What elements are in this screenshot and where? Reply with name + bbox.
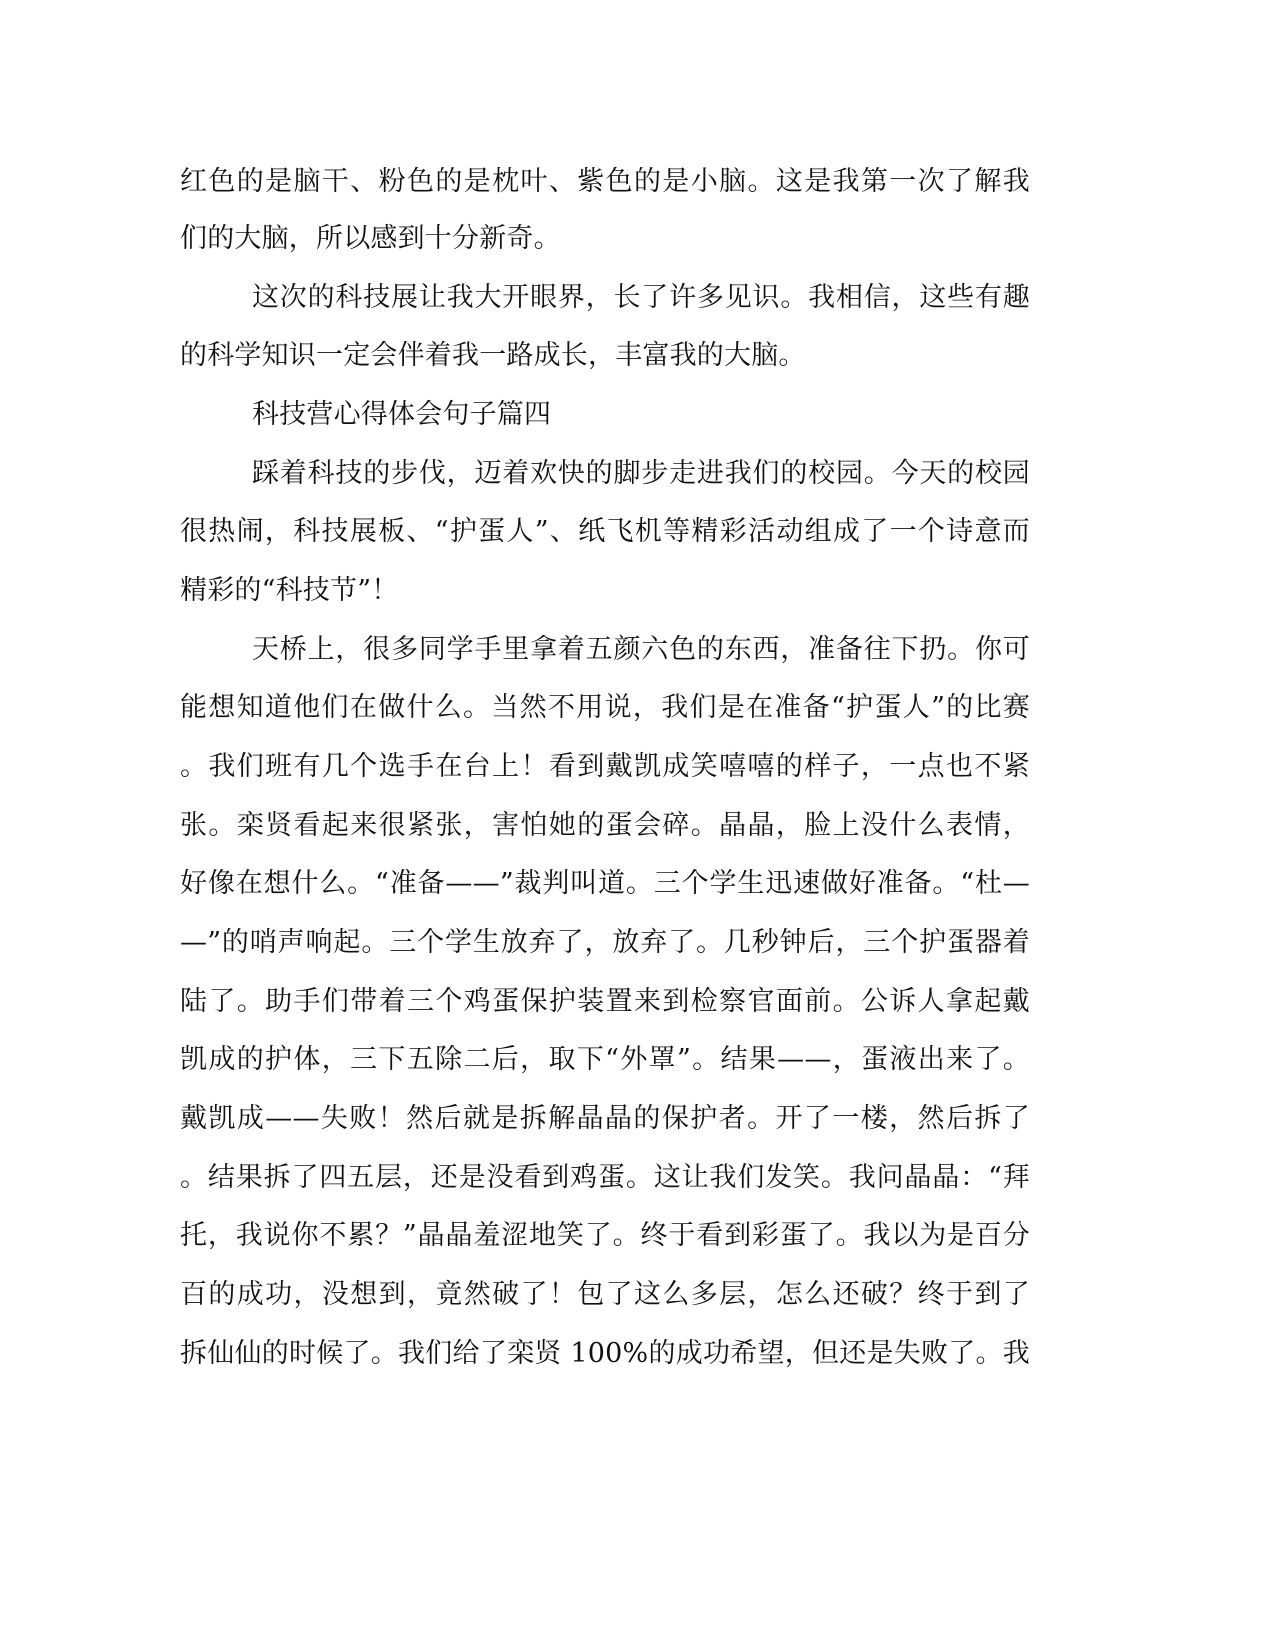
paragraph-line: 能想知道他们在做什么。当然不用说，我们是在准备“护蛋人”的比赛 <box>180 692 1030 723</box>
paragraph-line: 拆仙仙的时候了。我们给了栾贤 100%的成功希望，但还是失败了。我 <box>180 1338 1030 1369</box>
paragraph-line: 的科学知识一定会伴着我一路成长，丰富我的大脑。 <box>180 340 806 371</box>
paragraph-line: 这次的科技展让我大开眼界，长了许多见识。我相信，这些有趣 <box>252 282 1030 313</box>
paragraph-line: 凯成的护体，三下五除二后，取下“外罩”。结果——，蛋液出来了。 <box>180 1044 1030 1075</box>
paragraph-line: 百的成功，没想到，竟然破了！包了这么多层，怎么还破？终于到了 <box>180 1279 1030 1310</box>
paragraph-line: 。我们班有几个选手在台上！看到戴凯成笑嘻嘻的样子，一点也不紧 <box>180 751 1030 782</box>
paragraph-line: —”的哨声响起。三个学生放弃了，放弃了。几秒钟后，三个护蛋器着 <box>180 927 1030 958</box>
paragraph-line: 托，我说你不累？”晶晶羞涩地笑了。终于看到彩蛋了。我以为是百分 <box>180 1220 1030 1251</box>
paragraph-line: 好像在想什么。“准备——”裁判叫道。三个学生迅速做好准备。“杜— <box>180 868 1030 899</box>
paragraph-line: 很热闹，科技展板、“护蛋人”、纸飞机等精彩活动组成了一个诗意而 <box>180 516 1030 547</box>
paragraph-line: 陆了。助手们带着三个鸡蛋保护装置来到检察官面前。公诉人拿起戴 <box>180 986 1030 1017</box>
section-heading: 科技营心得体会句子篇四 <box>252 399 552 430</box>
paragraph-line: 。结果拆了四五层，还是没看到鸡蛋。这让我们发笑。我问晶晶：“拜 <box>180 1162 1030 1193</box>
paragraph-line: 踩着科技的步伐，迈着欢快的脚步走进我们的校园。今天的校园 <box>252 458 1030 489</box>
paragraph-line: 戴凯成——失败！然后就是拆解晶晶的保护者。开了一楼，然后拆了 <box>180 1103 1030 1134</box>
paragraph-line: 们的大脑，所以感到十分新奇。 <box>180 223 561 254</box>
paragraph-line: 精彩的“科技节”！ <box>180 575 399 606</box>
paragraph-line: 红色的是脑干、粉色的是枕叶、紫色的是小脑。这是我第一次了解我 <box>180 166 1030 197</box>
paragraph-line: 天桥上，很多同学手里拿着五颜六色的东西，准备往下扔。你可 <box>252 634 1030 665</box>
paragraph-line: 张。栾贤看起来很紧张，害怕她的蛋会碎。晶晶，脸上没什么表情， <box>180 810 1030 841</box>
